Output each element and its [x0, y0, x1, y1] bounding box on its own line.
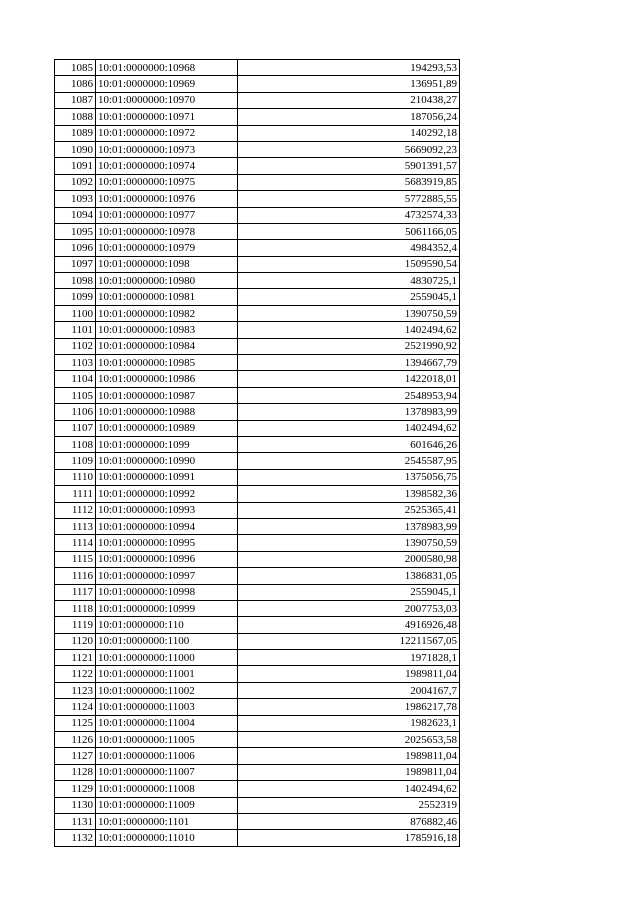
row-number-cell: 1085 — [55, 60, 96, 76]
cadastral-number-cell: 10:01:0000000:10984 — [96, 338, 238, 354]
value-cell: 876882,46 — [238, 813, 460, 829]
cadastral-number-cell: 10:01:0000000:10978 — [96, 223, 238, 239]
cadastral-number-cell: 10:01:0000000:10993 — [96, 502, 238, 518]
table-row — [55, 273, 460, 289]
cadastral-number-cell: 10:01:0000000:110 — [96, 617, 238, 633]
row-number-cell: 1118 — [55, 600, 96, 616]
value-cell: 1422018,01 — [238, 371, 460, 387]
row-number-cell: 1108 — [55, 436, 96, 452]
cadastral-number-cell: 10:01:0000000:11008 — [96, 781, 238, 797]
row-number-cell: 1089 — [55, 125, 96, 141]
table-row — [55, 830, 460, 846]
row-number-cell: 1113 — [55, 518, 96, 534]
table-row — [55, 289, 460, 305]
value-cell: 1402494,62 — [238, 781, 460, 797]
table-row — [55, 305, 460, 321]
value-cell: 136951,89 — [238, 76, 460, 92]
cadastral-number-cell: 10:01:0000000:11001 — [96, 666, 238, 682]
row-number-cell: 1112 — [55, 502, 96, 518]
table-row — [55, 420, 460, 436]
cadastral-number-cell: 10:01:0000000:10990 — [96, 453, 238, 469]
cadastral-number-cell: 10:01:0000000:10976 — [96, 191, 238, 207]
value-cell: 1375056,75 — [238, 469, 460, 485]
row-number-cell: 1093 — [55, 191, 96, 207]
value-cell: 1989811,04 — [238, 666, 460, 682]
table-row — [55, 568, 460, 584]
cadastral-number-cell: 10:01:0000000:11002 — [96, 682, 238, 698]
cadastral-number-cell: 10:01:0000000:10977 — [96, 207, 238, 223]
table-body — [55, 60, 460, 847]
value-cell: 1509590,54 — [238, 256, 460, 272]
cadastral-number-cell: 10:01:0000000:10988 — [96, 404, 238, 420]
value-cell: 5683919,85 — [238, 174, 460, 190]
table-row — [55, 486, 460, 502]
row-number-cell: 1088 — [55, 109, 96, 125]
value-cell: 1982623,1 — [238, 715, 460, 731]
table-row — [55, 141, 460, 157]
value-cell: 2548953,94 — [238, 387, 460, 403]
value-cell: 2521990,92 — [238, 338, 460, 354]
cadastral-number-cell: 10:01:0000000:10975 — [96, 174, 238, 190]
cadastral-number-cell: 10:01:0000000:10994 — [96, 518, 238, 534]
table-row — [55, 371, 460, 387]
value-cell: 4984352,4 — [238, 240, 460, 256]
table-row — [55, 60, 460, 76]
value-cell: 1386831,05 — [238, 568, 460, 584]
row-number-cell: 1087 — [55, 92, 96, 108]
row-number-cell: 1104 — [55, 371, 96, 387]
value-cell: 1971828,1 — [238, 650, 460, 666]
value-cell: 2000580,98 — [238, 551, 460, 567]
cadastral-number-cell: 10:01:0000000:11009 — [96, 797, 238, 813]
row-number-cell: 1105 — [55, 387, 96, 403]
value-cell: 4830725,1 — [238, 273, 460, 289]
cadastral-number-cell: 10:01:0000000:10992 — [96, 486, 238, 502]
value-cell: 2559045,1 — [238, 289, 460, 305]
value-cell: 2552319 — [238, 797, 460, 813]
row-number-cell: 1123 — [55, 682, 96, 698]
cadastral-number-cell: 10:01:0000000:10995 — [96, 535, 238, 551]
table-row — [55, 633, 460, 649]
value-cell: 4916926,48 — [238, 617, 460, 633]
value-cell: 1785916,18 — [238, 830, 460, 846]
row-number-cell: 1107 — [55, 420, 96, 436]
value-cell: 1390750,59 — [238, 305, 460, 321]
table-row — [55, 76, 460, 92]
cadastral-number-cell: 10:01:0000000:10999 — [96, 600, 238, 616]
row-number-cell: 1100 — [55, 305, 96, 321]
cadastral-number-cell: 10:01:0000000:10981 — [96, 289, 238, 305]
row-number-cell: 1125 — [55, 715, 96, 731]
data-table — [54, 59, 460, 847]
table-row — [55, 650, 460, 666]
table-row — [55, 764, 460, 780]
row-number-cell: 1127 — [55, 748, 96, 764]
value-cell: 12211567,05 — [238, 633, 460, 649]
table-row — [55, 502, 460, 518]
value-cell: 1378983,99 — [238, 518, 460, 534]
table-row — [55, 469, 460, 485]
value-cell: 2004167,7 — [238, 682, 460, 698]
value-cell: 5061166,05 — [238, 223, 460, 239]
table-row — [55, 535, 460, 551]
row-number-cell: 1119 — [55, 617, 96, 633]
cadastral-number-cell: 10:01:0000000:1101 — [96, 813, 238, 829]
value-cell: 1989811,04 — [238, 748, 460, 764]
cadastral-number-cell: 10:01:0000000:1098 — [96, 256, 238, 272]
row-number-cell: 1099 — [55, 289, 96, 305]
cadastral-number-cell: 10:01:0000000:10970 — [96, 92, 238, 108]
cadastral-number-cell: 10:01:0000000:10969 — [96, 76, 238, 92]
table-row — [55, 600, 460, 616]
value-cell: 1394667,79 — [238, 355, 460, 371]
value-cell: 5772885,55 — [238, 191, 460, 207]
row-number-cell: 1120 — [55, 633, 96, 649]
row-number-cell: 1091 — [55, 158, 96, 174]
value-cell: 210438,27 — [238, 92, 460, 108]
row-number-cell: 1110 — [55, 469, 96, 485]
value-cell: 2025653,58 — [238, 732, 460, 748]
table-row — [55, 207, 460, 223]
value-cell: 1390750,59 — [238, 535, 460, 551]
cadastral-number-cell: 10:01:0000000:10973 — [96, 141, 238, 157]
cadastral-number-cell: 10:01:0000000:10974 — [96, 158, 238, 174]
row-number-cell: 1121 — [55, 650, 96, 666]
row-number-cell: 1114 — [55, 535, 96, 551]
table-row — [55, 322, 460, 338]
row-number-cell: 1126 — [55, 732, 96, 748]
row-number-cell: 1128 — [55, 764, 96, 780]
row-number-cell: 1131 — [55, 813, 96, 829]
value-cell: 1402494,62 — [238, 420, 460, 436]
cadastral-number-cell: 10:01:0000000:10996 — [96, 551, 238, 567]
cadastral-number-cell: 10:01:0000000:10968 — [96, 60, 238, 76]
row-number-cell: 1129 — [55, 781, 96, 797]
row-number-cell: 1101 — [55, 322, 96, 338]
table-row — [55, 813, 460, 829]
row-number-cell: 1098 — [55, 273, 96, 289]
value-cell: 1378983,99 — [238, 404, 460, 420]
value-cell: 194293,53 — [238, 60, 460, 76]
table-row — [55, 551, 460, 567]
row-number-cell: 1132 — [55, 830, 96, 846]
table-row — [55, 355, 460, 371]
value-cell: 1986217,78 — [238, 699, 460, 715]
value-cell: 1989811,04 — [238, 764, 460, 780]
cadastral-number-cell: 10:01:0000000:10971 — [96, 109, 238, 125]
cadastral-number-cell: 10:01:0000000:10972 — [96, 125, 238, 141]
cadastral-number-cell: 10:01:0000000:10986 — [96, 371, 238, 387]
table-row — [55, 191, 460, 207]
table-row — [55, 715, 460, 731]
table-row — [55, 797, 460, 813]
table-row — [55, 748, 460, 764]
table-row — [55, 125, 460, 141]
cadastral-number-cell: 10:01:0000000:10982 — [96, 305, 238, 321]
cadastral-number-cell: 10:01:0000000:10980 — [96, 273, 238, 289]
table-row — [55, 387, 460, 403]
row-number-cell: 1102 — [55, 338, 96, 354]
cadastral-number-cell: 10:01:0000000:1099 — [96, 436, 238, 452]
cadastral-number-cell: 10:01:0000000:10997 — [96, 568, 238, 584]
value-cell: 1398582,36 — [238, 486, 460, 502]
table-row — [55, 436, 460, 452]
cadastral-number-cell: 10:01:0000000:10989 — [96, 420, 238, 436]
cadastral-number-cell: 10:01:0000000:10985 — [96, 355, 238, 371]
table-row — [55, 240, 460, 256]
row-number-cell: 1096 — [55, 240, 96, 256]
cadastral-number-cell: 10:01:0000000:11006 — [96, 748, 238, 764]
value-cell: 187056,24 — [238, 109, 460, 125]
value-cell: 601646,26 — [238, 436, 460, 452]
table-row — [55, 158, 460, 174]
cadastral-number-cell: 10:01:0000000:11007 — [96, 764, 238, 780]
table-row — [55, 109, 460, 125]
cadastral-number-cell: 10:01:0000000:11010 — [96, 830, 238, 846]
table-row — [55, 666, 460, 682]
row-number-cell: 1117 — [55, 584, 96, 600]
value-cell: 5901391,57 — [238, 158, 460, 174]
cadastral-number-cell: 10:01:0000000:10979 — [96, 240, 238, 256]
cadastral-number-cell: 10:01:0000000:10983 — [96, 322, 238, 338]
row-number-cell: 1116 — [55, 568, 96, 584]
row-number-cell: 1124 — [55, 699, 96, 715]
value-cell: 2525365,41 — [238, 502, 460, 518]
row-number-cell: 1097 — [55, 256, 96, 272]
value-cell: 140292,18 — [238, 125, 460, 141]
cadastral-number-cell: 10:01:0000000:10987 — [96, 387, 238, 403]
cadastral-number-cell: 10:01:0000000:11005 — [96, 732, 238, 748]
value-cell: 2007753,03 — [238, 600, 460, 616]
row-number-cell: 1111 — [55, 486, 96, 502]
cadastral-number-cell: 10:01:0000000:11004 — [96, 715, 238, 731]
table-row — [55, 223, 460, 239]
table-row — [55, 338, 460, 354]
cadastral-number-cell: 10:01:0000000:10991 — [96, 469, 238, 485]
table-row — [55, 781, 460, 797]
value-cell: 2559045,1 — [238, 584, 460, 600]
row-number-cell: 1106 — [55, 404, 96, 420]
cadastral-number-cell: 10:01:0000000:11003 — [96, 699, 238, 715]
row-number-cell: 1122 — [55, 666, 96, 682]
table-row — [55, 682, 460, 698]
row-number-cell: 1095 — [55, 223, 96, 239]
table-row — [55, 92, 460, 108]
row-number-cell: 1086 — [55, 76, 96, 92]
table-row — [55, 584, 460, 600]
cadastral-number-cell: 10:01:0000000:11000 — [96, 650, 238, 666]
table-row — [55, 174, 460, 190]
table-row — [55, 518, 460, 534]
row-number-cell: 1115 — [55, 551, 96, 567]
value-cell: 4732574,33 — [238, 207, 460, 223]
value-cell: 1402494,62 — [238, 322, 460, 338]
row-number-cell: 1109 — [55, 453, 96, 469]
row-number-cell: 1092 — [55, 174, 96, 190]
cadastral-number-cell: 10:01:0000000:1100 — [96, 633, 238, 649]
table-row — [55, 617, 460, 633]
row-number-cell: 1094 — [55, 207, 96, 223]
table-row — [55, 732, 460, 748]
table-row — [55, 404, 460, 420]
table-row — [55, 699, 460, 715]
row-number-cell: 1090 — [55, 141, 96, 157]
row-number-cell: 1130 — [55, 797, 96, 813]
table-row — [55, 256, 460, 272]
cadastral-number-cell: 10:01:0000000:10998 — [96, 584, 238, 600]
value-cell: 5669092,23 — [238, 141, 460, 157]
row-number-cell: 1103 — [55, 355, 96, 371]
table-row — [55, 453, 460, 469]
value-cell: 2545587,95 — [238, 453, 460, 469]
